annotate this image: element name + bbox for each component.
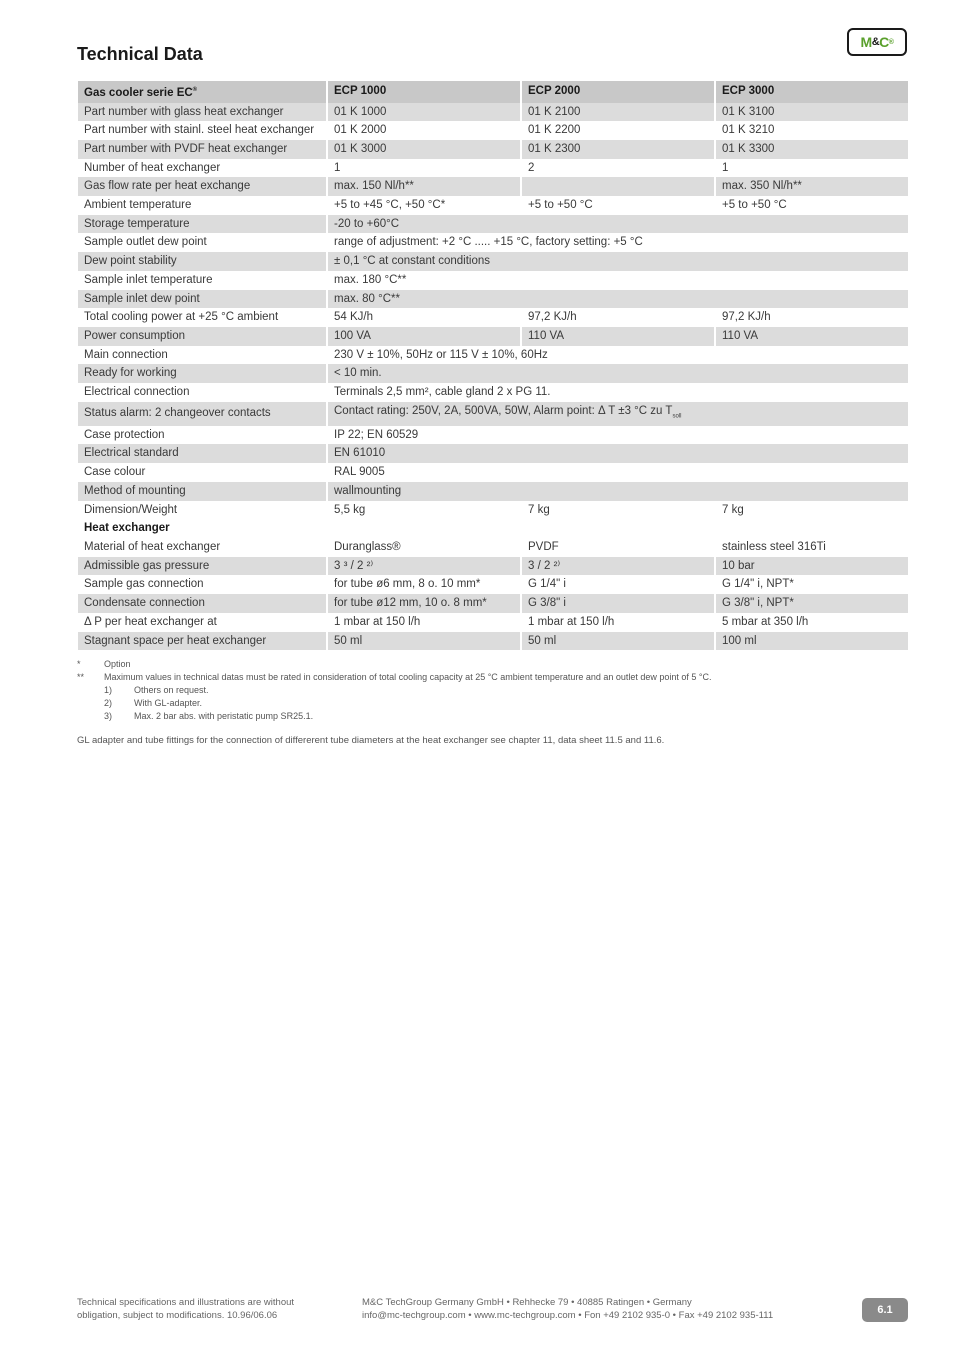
row-label: Sample gas connection: [84, 578, 204, 591]
row-value: G 1/4" i: [521, 575, 715, 594]
row-label: Sample inlet temperature: [84, 273, 213, 286]
row-value: 01 K 2000: [327, 121, 521, 140]
row-value: 01 K 3300: [715, 140, 908, 159]
table-header-row: [78, 81, 908, 103]
table-row: [78, 346, 908, 365]
row-value: 01 K 3210: [715, 121, 908, 140]
row-value: +5 to +45 °C, +50 °C*: [327, 196, 521, 215]
row-value: G 3/8" i, NPT*: [715, 594, 908, 613]
row-value: [521, 177, 715, 196]
footer-line: info@mc-techgroup.com • www.mc-techgroup.com • Fon +49 2102 935-0 • Fax +49 2102 935-111: [362, 1310, 774, 1321]
row-value: for tube ø6 mm, 8 o. 10 mm*: [327, 575, 521, 594]
row-label: Main connection: [84, 348, 168, 361]
row-value: < 10 min.: [327, 364, 908, 383]
row-value: max. 180 °C**: [327, 271, 908, 290]
table-row: [78, 103, 908, 122]
row-value: 01 K 1000: [327, 103, 521, 122]
row-label: Method of mounting: [78, 482, 327, 501]
row-value: 50 ml: [521, 632, 715, 651]
row-value: Duranglass®: [327, 538, 521, 557]
row-value: Terminals 2,5 mm², cable gland 2 x PG 11.: [327, 383, 908, 402]
row-label: Dimension/Weight: [84, 503, 178, 516]
table-row: [78, 444, 908, 463]
table-row: [78, 613, 908, 632]
row-label: Part number with stainl. steel heat exchanger: [84, 124, 315, 137]
table-row: [78, 271, 908, 290]
footer-line: obligation, subject to modifications. 10.96/06.06: [77, 1310, 278, 1321]
page-number-badge: 6.1: [862, 1298, 908, 1322]
table-row: [78, 426, 908, 445]
row-value: 110 VA: [715, 327, 908, 346]
table-row: [78, 290, 908, 309]
row-label: Storage temperature: [78, 215, 327, 234]
row-label: Admissible gas pressure: [78, 557, 327, 576]
row-value: 1 mbar at 150 l/h: [521, 613, 715, 632]
row-label: Status alarm: 2 changeover contacts: [78, 402, 327, 426]
row-label: Part number with glass heat exchanger: [78, 103, 327, 122]
row-value: 50 ml: [327, 632, 521, 651]
row-value: +5 to +50 °C: [715, 196, 908, 215]
row-label: Electrical standard: [78, 444, 327, 463]
table-row: [78, 594, 908, 613]
row-label: Power consumption: [78, 327, 327, 346]
row-value: 54 KJ/h: [327, 308, 521, 327]
row-value: 01 K 3000: [327, 140, 521, 159]
row-value: +5 to +50 °C: [521, 196, 715, 215]
row-value: G 3/8" i: [521, 594, 715, 613]
table-row: [78, 383, 908, 402]
row-value: PVDF: [521, 538, 715, 557]
table-row: [78, 632, 908, 651]
gl-adapter-note: GL adapter and tube fittings for the connection of differerent tube diameters at the heat exchanger see chapter 11, data sheet 11.5 and 11.6.: [77, 735, 665, 746]
header-cell: ECP 1000: [327, 81, 521, 103]
row-value: 5 mbar at 350 l/h: [715, 613, 908, 632]
row-value: wallmounting: [327, 482, 908, 501]
row-value: 5,5 kg: [327, 501, 521, 520]
table-row: [78, 233, 908, 252]
table-row: [78, 308, 908, 327]
technical-data-table: [78, 81, 908, 650]
table-row: [78, 159, 908, 178]
row-value: stainless steel 316Ti: [715, 538, 908, 557]
row-value: 01 K 3100: [715, 103, 908, 122]
row-value: 2: [521, 159, 715, 178]
row-label: Ready for working: [78, 364, 327, 383]
table-row: [78, 140, 908, 159]
row-value: 1: [327, 159, 521, 178]
row-label: Material of heat exchanger: [84, 541, 221, 553]
row-value: 1: [715, 159, 908, 178]
table-row: [78, 121, 908, 140]
row-value: 10 bar: [715, 557, 908, 576]
row-value: -20 to +60°C: [327, 215, 908, 234]
row-value: 110 VA: [521, 327, 715, 346]
row-value: 01 K 2300: [521, 140, 715, 159]
row-label: Part number with PVDF heat exchanger: [78, 140, 327, 159]
footer-address: [362, 1296, 773, 1322]
row-value: max. 350 Nl/h**: [715, 177, 908, 196]
row-label: Stagnant space per heat exchanger: [78, 632, 327, 651]
row-label: Condensate connection: [78, 594, 327, 613]
table-row: [78, 402, 908, 426]
row-value: 3 ³ / 2 ²⁾: [327, 557, 521, 576]
row-value: RAL 9005: [327, 463, 908, 482]
header-cell: ECP 2000: [521, 81, 715, 103]
row-value: EN 61010: [327, 444, 908, 463]
table-row: [78, 196, 908, 215]
row-value: ± 0,1 °C at constant conditions: [327, 252, 908, 271]
row-value: range of adjustment: +2 °C ..... +15 °C, factory setting: +5 °C: [327, 233, 908, 252]
row-value: 100 VA: [327, 327, 521, 346]
row-label: Sample outlet dew point: [84, 236, 207, 249]
row-label: Case protection: [84, 428, 165, 441]
footer-line: Technical specifications and illustrations are without: [77, 1297, 295, 1308]
row-label: Dew point stability: [78, 252, 327, 271]
row-label: Gas flow rate per heat exchange: [78, 177, 327, 196]
row-label: Sample inlet dew point: [78, 290, 327, 309]
row-value: 100 ml: [715, 632, 908, 651]
table-row: [78, 463, 908, 482]
row-label: Heat exchanger: [84, 522, 170, 535]
row-value: 7 kg: [521, 501, 715, 520]
row-label: Number of heat exchanger: [84, 161, 221, 174]
footer-disclaimer: [77, 1296, 294, 1322]
table-row: [78, 538, 908, 557]
row-value: 01 K 2200: [521, 121, 715, 140]
page-title: Technical Data: [77, 44, 203, 64]
row-value: 230 V ± 10%, 50Hz or 115 V ± 10%, 60Hz: [327, 346, 908, 365]
table-row: [78, 482, 908, 501]
row-value: 97,2 KJ/h: [715, 308, 908, 327]
row-value: 97,2 KJ/h: [521, 308, 715, 327]
row-value: max. 150 Nl/h**: [327, 177, 521, 196]
row-value: max. 80 °C**: [327, 290, 908, 309]
footer-line: M&C TechGroup Germany GmbH • Rehhecke 79 • 40885 Ratingen • Germany: [362, 1297, 692, 1308]
table-row: [78, 501, 908, 520]
row-label: Δ P per heat exchanger at: [84, 615, 217, 628]
row-value: IP 22; EN 60529: [327, 426, 908, 445]
table-row: [78, 557, 908, 576]
header-cell: ECP 3000: [715, 81, 908, 103]
row-value: Contact rating: 250V, 2A, 500VA, 50W, Alarm point: Δ T ±3 °C zu $T_{soll}$: [327, 402, 908, 426]
row-label: Total cooling power at +25 °C ambient: [84, 311, 279, 324]
row-label: Case colour: [84, 466, 146, 479]
table-row: [78, 575, 908, 594]
row-empty: [327, 519, 908, 538]
row-label: Electrical connection: [84, 386, 190, 399]
row-value: 1 mbar at 150 l/h: [327, 613, 521, 632]
section-row: [78, 519, 908, 538]
header-cell: Gas cooler serie EC®: [78, 81, 327, 103]
table-row: [78, 177, 908, 196]
table-row: [78, 364, 908, 383]
row-value: 01 K 2100: [521, 103, 715, 122]
table-row: [78, 252, 908, 271]
row-value: 7 kg: [715, 501, 908, 520]
table-row: [78, 327, 908, 346]
row-value: for tube ø12 mm, 10 o. 8 mm*: [327, 594, 521, 613]
row-value: 3 / 2 ²⁾: [521, 557, 715, 576]
table-row: [78, 215, 908, 234]
row-value: G 1/4" i, NPT*: [715, 575, 908, 594]
mc-logo: M & C ®: [847, 28, 907, 56]
row-label: Ambient temperature: [84, 199, 192, 212]
